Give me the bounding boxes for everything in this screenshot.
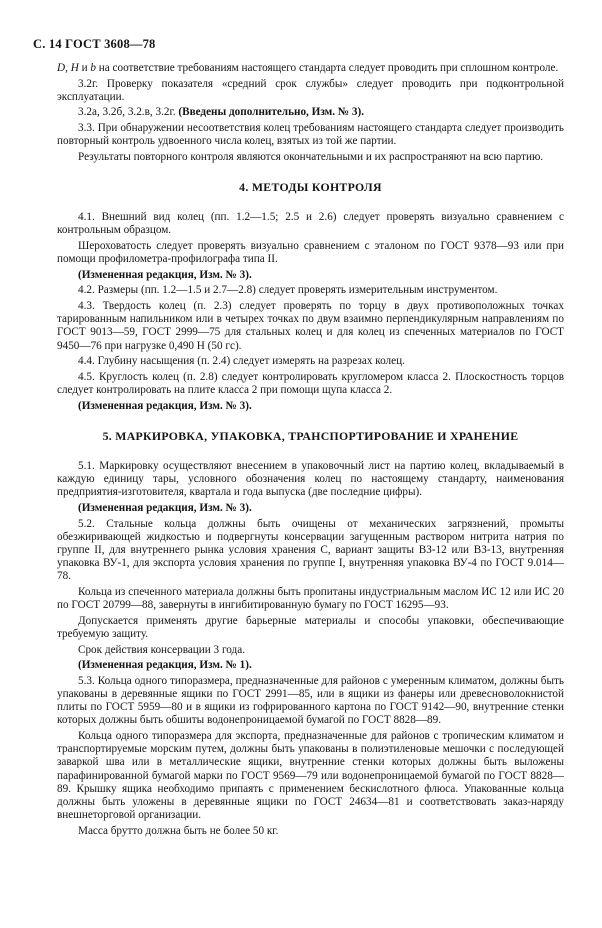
text-run: 5.1. Маркировку осуществляют внесением в упаковочный лист на партию колец, вкладываемый в каждую единицу тары, условного обозначения колец по настоящему стандарту, наименования предприятия-изготовителя, квартала и года выпуска (две последние цифры). [57,459,564,499]
text-run: , [65,62,71,74]
text-run: H [70,62,79,74]
amendment-note: (Измененная редакция, Изм. № 3). [78,399,252,412]
paragraph [57,586,564,612]
text-run: b [90,62,96,74]
text-run: Кольца одного типоразмера для экспорта, предназначенные для районов с тропическим климатом и транспортируемые морским путем, должны быть упакованы в полиэтиленовые мешочки с последующей заваркой шва или в металлические ящики, внутренние стенки которых должны быть выложены парафинированной бумагой марки по ГОСТ 9569—79 или водонепроницаемой бумагой по ГОСТ 8828—89. Крышку ящика необходимо припаять с применением бескислотного флюса. Упакованные кольца должны быть уложены в деревянные ящики по ГОСТ 24634—81 и соответствовать заказ-наряду внешнеторговой организации. [57,729,564,822]
paragraph [57,659,564,672]
amendment-note: (Измененная редакция, Изм. № 3). [78,501,252,514]
paragraph [57,269,564,282]
paragraph [57,62,564,75]
paragraph [57,284,564,297]
paragraph [57,240,564,266]
section-heading: 4. МЕТОДЫ КОНТРОЛЯ [239,179,382,194]
paragraph [57,675,564,728]
text-run: Результаты повторного контроля являются окончательными и их распространяют на всю партию. [78,150,544,163]
text-run: 3.2г. Проверку показателя «средний срок службы» следует проводить при подконтрольной эксплуатации. [57,77,564,103]
paragraph [57,151,564,164]
paragraph [57,644,564,657]
paragraph [57,211,564,237]
text-run: Шероховатость следует проверять визуально сравнением с эталоном по ГОСТ 9378—93 или при помощи профилометра-профилографа типа II. [57,239,564,266]
paragraph [57,825,564,838]
paragraph [57,106,564,119]
text-run: на соответствие требованиям настоящего стандарта следует проводить при сплошном контроле. [95,62,559,74]
paragraph [57,300,564,353]
text-run: и [78,62,91,74]
text-run: 4.1. Внешний вид колец (пп. 1.2—1.5; 2.5 и 2.6) следует проверять визуально сравнением с контрольным образцом. [57,211,564,237]
text-run: 4.2. Размеры (пп. 1.2—1.5 и 2.7—2.8) следует проверять измерительным инструментом. [78,284,498,297]
paragraph [57,460,564,500]
paragraph [57,502,564,515]
paragraph [57,355,564,368]
page-header: С. 14 ГОСТ 3608—78 [33,37,156,51]
text-run: Допускается применять другие барьерные материалы и способы упаковки, обеспечивающие требуемую защиту. [57,614,564,640]
text-run: 4.3. Твердость колец (п. 2.3) следует проверять по торцу в двух противоположных точках тарированным напильником или в четырех точках по двум взаимно перпендикулярным направлениям по ГОСТ 9013—59, ГОСТ 2999—75 для стальных колец и для колец из спеченных материалов по ГОСТ 9450—76 при нагрузке 0,490 Н (50 гс). [57,299,564,352]
text-run: 3.2а, 3.2б, 3.2.в, 3.2г. [78,106,179,119]
text-run: Срок действия консервации 3 года. [78,643,245,656]
text-run: 5.2. Стальные кольца должны быть очищены от механических загрязнений, промыты обезжиривающей жидкостью и подвергнуты консервации загущенным раствором нитрита натрия по группе II, для внутреннего рынка условия хранения С, вариант защиты ВЗ-12 или ВЗ-13, внутренняя упаковка ВУ-1, для экспорта условия хранения по группе I, внутренняя упаковка ВУ-4 по ГОСТ 9.014—78. [57,517,564,583]
paragraph [57,122,564,148]
paragraph [57,518,564,584]
text-run: 3.3. При обнаружении несоответствия колец требованиям настоящего стандарта следует производить повторный контроль удвоенного числа колец, взятых из той же партии. [57,121,564,148]
text-run: Кольца из спеченного материала должны быть пропитаны индустриальным маслом ИС 12 или ИС 20 по ГОСТ 20799—88, завернуты в ингибитированную бумагу по ГОСТ 16295—93. [57,585,564,612]
text-run: 4.4. Глубину насыщения (п. 2.4) следует измерять на разрезах колец. [78,355,405,368]
text-run: 5.3. Кольца одного типоразмера, предназначенные для районов с умеренным климатом, должны быть упакованы в деревянные ящики по ГОСТ 2991—85, или в ящики из фанеры или древесноволокнистой плиты по ГОСТ 5959—80 и в ящики из гофрированного картона по ГОСТ 9142—90, внутренние стенки которых должны быть обшиты водонепроницаемой бумагой по ГОСТ 8828—89. [57,674,564,727]
text-run: 4.5. Круглость колец (п. 2.8) следует контролировать кругломером класса 2. Плоскостность торцов следует контролировать на плите класса 2 при помощи щупа класса 2. [57,370,564,396]
amendment-note: (Измененная редакция, Изм. № 1). [78,659,252,672]
paragraph [57,615,564,641]
text-run: D [57,62,66,74]
document-body [57,62,564,840]
text-run: Масса брутто должна быть не более 50 кг. [78,824,279,837]
amendment-note: (Введены дополнительно, Изм. № 3). [178,106,365,119]
paragraph [57,730,564,822]
section-heading: 5. МАРКИРОВКА, УПАКОВКА, ТРАНСПОРТИРОВАНИЕ И ХРАНЕНИЕ [102,428,519,443]
paragraph [57,78,564,104]
paragraph [57,371,564,397]
amendment-note: (Измененная редакция, Изм. № 3). [78,268,252,281]
paragraph [57,400,564,413]
